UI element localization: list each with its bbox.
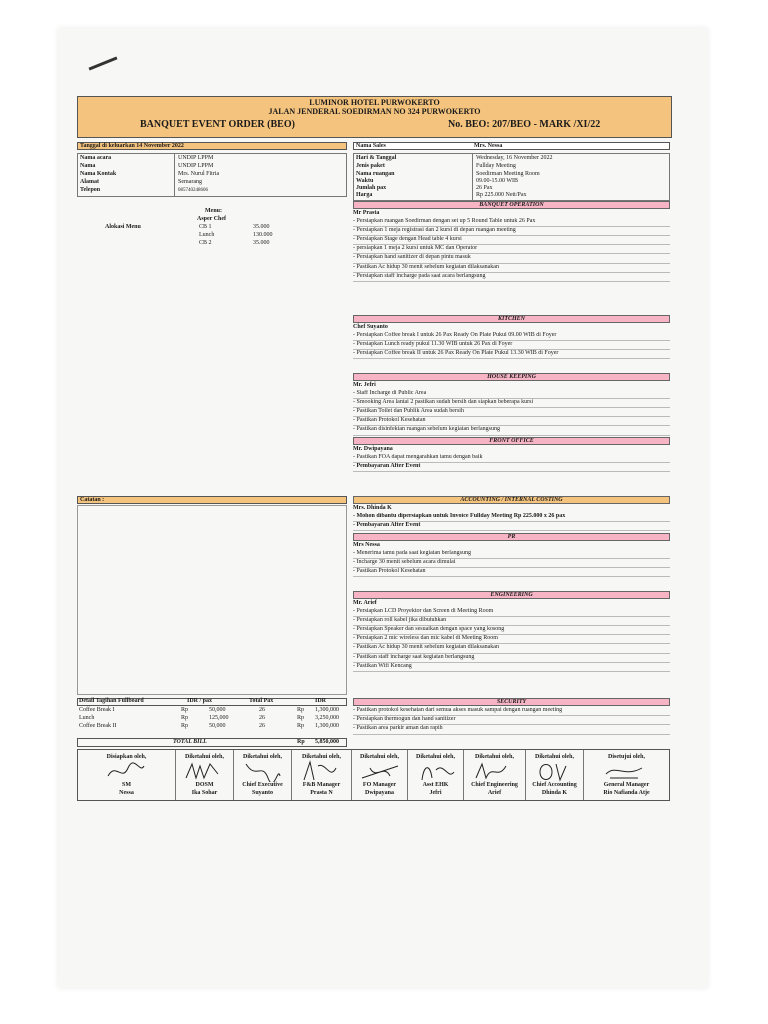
kitchen-line: - Persiapkan Coffee break I untuk 26 Pax Ready On Plate Pukul 09.00 WIB di Foyer — [353, 332, 670, 341]
doc-title: BANQUET EVENT ORDER (BEO) — [140, 119, 295, 130]
notes-bar — [77, 496, 347, 504]
menu-item: CB 2 — [199, 240, 212, 246]
frontoffice-header: FRONT OFFICE — [353, 437, 670, 445]
kitchen-person: Chef Suyanto — [353, 324, 388, 330]
client-label: Nama acara — [80, 155, 112, 161]
client-value: UNDIP LPPM — [178, 163, 214, 169]
security-section — [353, 707, 670, 735]
pr-line: - Menerima tamu pada saat kegiatan berlangsung — [353, 550, 670, 559]
issued-date: Tanggal di keluarkan 14 November 2022 — [80, 143, 184, 149]
menu-item: CB 1 — [199, 224, 212, 230]
security-line: - Persiapkan thermogun dan hand sanitizer — [353, 716, 670, 725]
kitchen-line: - Persiapkan Coffee break II untuk 26 Pax Ready On Plate Pukul 13.30 WIB di Foyer — [353, 350, 670, 359]
menu-price: 130.000 — [253, 232, 273, 238]
event-value: Fullday Meeting — [476, 163, 516, 169]
accounting-header: ACCOUNTING / INTERNAL COSTING — [353, 496, 670, 504]
signature-scrawl — [360, 760, 400, 782]
total-label: TOTAL BILL — [173, 739, 207, 745]
signature-block — [584, 750, 669, 800]
engineering-line: - Persiapkan roll kabel jika dibutuhkan — [353, 617, 670, 626]
banquet-line: - persiapkan 1 meja 2 kursi untuk MC dan Operator — [353, 245, 670, 254]
signature-name: Ika Sohar — [191, 790, 218, 796]
banquet-section — [353, 210, 670, 282]
security-line: - Pastikan protokol kesehatan dari semua akses masuk sampai dengan ruangan meeting — [353, 707, 670, 716]
signature-label: Disetujui oleh, — [607, 754, 645, 760]
frontoffice-section — [353, 446, 670, 472]
signature-name: Jefri — [429, 790, 442, 796]
signature-name: Rio Nafianda Atje — [603, 790, 650, 796]
engineering-section — [353, 600, 670, 672]
total-currency: Rp — [297, 739, 305, 745]
signature-scrawl — [184, 760, 224, 782]
frontoffice-person: Mr. Dwipayana — [353, 446, 393, 452]
accounting-person: Mrs. Dhinda K — [353, 505, 392, 511]
billing-currency: Rp — [297, 723, 305, 729]
client-label: Alamat — [80, 179, 99, 185]
menu-block — [77, 206, 347, 286]
signature-scrawl — [416, 760, 456, 782]
menu-heading: Menu: — [205, 208, 222, 214]
billing-pax: 26 — [259, 715, 265, 721]
kitchen-header: KITCHEN — [353, 315, 670, 323]
frontoffice-line: - Pastikan FOA dapat mengarahkan tamu dengan baik — [353, 454, 670, 463]
signature-scrawl — [300, 760, 340, 782]
event-value: Rp 225.000 Nett/Pax — [476, 192, 527, 198]
signature-name: Dwipayana — [364, 790, 394, 796]
hotel-address: JALAN JENDERAL SOEDIRMAN NO 324 PURWOKERTO — [268, 107, 481, 116]
billing-item: Lunch — [79, 715, 95, 721]
signature-role: DOSM — [195, 782, 214, 788]
banquet-header: BANQUET OPERATION — [353, 201, 670, 209]
pr-header: PR — [353, 533, 670, 541]
event-label: Nama ruangan — [356, 171, 395, 177]
banquet-line: - Pastikan Ac hidup 30 menit sebelum kegiatan dilaksanakan — [353, 264, 670, 273]
event-label: Waktu — [356, 178, 374, 184]
signature-role: Chief Engineering — [471, 782, 518, 788]
billing-header: Detail Tagihan Fullboard — [79, 698, 144, 704]
engineering-line: - Pastikan Ac hidup 30 menit sebelum kegiatan dilaksanakan — [353, 644, 670, 653]
housekeeping-line: - Staff Incharge di Public Area — [353, 390, 670, 399]
beo-form — [77, 96, 670, 801]
signature-role: Chief Executive — [242, 782, 283, 788]
housekeeping-line: - Smooking Area lantai 2 pastikan sudah bersih dan siapkan beberapa kursi — [353, 399, 670, 408]
accounting-line: - Pembayaran After Event — [353, 522, 670, 531]
banquet-line: - Persiapkan staff incharge pada saat acara berlangsung — [353, 273, 670, 282]
housekeeping-line: - Pastikan disinfektan ruangan sebelum kegiatan berlangsung — [353, 426, 670, 435]
signature-label: Diketahui oleh, — [474, 754, 514, 760]
billing-total: 3,250,000 — [315, 715, 339, 721]
event-value: Soedirman Meeting Room — [476, 171, 540, 177]
menu-chef: Asper Chef — [197, 216, 227, 222]
engineering-line: - Pastikan Wifi Kencang — [353, 663, 670, 672]
engineering-header: ENGINEERING — [353, 591, 670, 599]
signature-role: General Manager — [603, 782, 650, 788]
billing-currency: Rp — [181, 715, 189, 721]
notes-area — [77, 505, 347, 695]
billing-total: 1,300,000 — [315, 707, 339, 713]
frontoffice-line: - Pembayaran After Event — [353, 463, 670, 472]
banquet-line: - Persiapkan ruangan Soedirman dengan set up 5 Round Table untuk 26 Pax — [353, 218, 670, 227]
signature-label: Diketahui oleh, — [359, 754, 399, 760]
billing-price: 50,000 — [209, 723, 226, 729]
signature-row — [77, 749, 670, 801]
client-value: Semarang — [178, 179, 202, 185]
event-info — [353, 153, 670, 201]
event-label: Harga — [356, 192, 373, 198]
housekeeping-line: - Pastikan Protokol Kesehatan — [353, 417, 670, 426]
signature-name: Dhinda K — [541, 790, 568, 796]
sales-label: Nama Sales — [356, 143, 386, 149]
signature-scrawl — [472, 760, 512, 782]
kitchen-section — [353, 324, 670, 359]
billing-price: 125,000 — [209, 715, 229, 721]
beo-number: No. BEO: 207/BEO - MARK /XI/22 — [448, 119, 601, 130]
billing-pax: 26 — [259, 707, 265, 713]
event-value: 09.00-15.00 WIB — [476, 178, 519, 184]
signature-role: Chief Accounting — [532, 782, 577, 788]
billing-header: IDR / pax — [187, 698, 213, 704]
notes-label: Catatan : — [80, 497, 105, 503]
engineering-line: - Pastikan staff incharge saat kegiatan berlangsung — [353, 654, 670, 663]
event-label: Hari & Tanggal — [356, 155, 397, 161]
banquet-line: - Persiapkan Stage dengan Head table 4 kursi — [353, 236, 670, 245]
signature-block — [176, 750, 234, 800]
sales-bar — [353, 142, 670, 150]
billing-item: Coffee Break I — [79, 707, 115, 713]
signature-name: Prasta N — [310, 790, 333, 796]
client-label: Telepon — [80, 187, 101, 193]
billing-pax: 26 — [259, 723, 265, 729]
signature-label: Disiapkan oleh, — [106, 754, 147, 760]
issued-bar — [77, 142, 347, 150]
signature-block — [234, 750, 292, 800]
housekeeping-line: - Pastikan Toilet dan Publik Area sudah bersih — [353, 408, 670, 417]
menu-price: 35.000 — [253, 240, 270, 246]
event-label: Jenis paket — [356, 163, 385, 169]
signature-name: Suyanto — [251, 790, 273, 796]
banquet-line: - Persiapkan hand sanitizer di depan pintu masuk — [353, 254, 670, 263]
banquet-line: - Persiapkan 1 meja registrasi dan 2 kursi di depan ruangan meeting — [353, 227, 670, 236]
housekeeping-person: Mr. Jefri — [353, 382, 376, 388]
signature-role: F&B Manager — [302, 782, 341, 788]
signature-label: Diketahui oleh, — [301, 754, 341, 760]
signature-role: SM — [122, 782, 131, 788]
client-label: Nama — [80, 163, 96, 169]
signature-name: Arief — [487, 790, 502, 796]
menu-item: Lunch — [199, 232, 215, 238]
signature-scrawl — [106, 760, 146, 782]
signature-scrawl — [242, 760, 282, 782]
menu-price: 35.000 — [253, 224, 270, 230]
event-value: Wednesday, 16 November 2022 — [476, 155, 553, 161]
client-value: Mrs. Nurul Fitria — [178, 171, 220, 177]
signature-role: Asst EHK — [422, 782, 449, 788]
signature-scrawl — [604, 760, 644, 782]
signature-block — [464, 750, 526, 800]
housekeeping-header: HOUSE KEEPING — [353, 373, 670, 381]
kitchen-line: - Persiapkan Lunch ready pukul 11.30 WIB untuk 26 Pax di Foyer — [353, 341, 670, 350]
signature-name: Nessa — [119, 790, 134, 796]
signature-label: Diketahui oleh, — [184, 754, 224, 760]
signature-label: Diketahui oleh, — [242, 754, 282, 760]
accounting-line: - Mohon dibantu dipersiapkan untuk Invoice Fullday Meeting Rp 225.000 x 26 pax — [353, 513, 670, 522]
billing-currency: Rp — [181, 723, 189, 729]
billing-item: Coffee Break II — [79, 723, 117, 729]
signature-scrawl — [534, 760, 574, 782]
engineering-line: - Persiapkan 2 mic wireless dan mic kabel di Meeting Room — [353, 635, 670, 644]
billing-currency: Rp — [297, 707, 305, 713]
signature-block — [352, 750, 408, 800]
signature-label: Diketahui oleh, — [415, 754, 455, 760]
billing-price: 50,000 — [209, 707, 226, 713]
signature-block — [292, 750, 352, 800]
signature-label: Diketahui oleh, — [534, 754, 574, 760]
event-label: Jumlah pax — [356, 185, 387, 191]
accounting-section — [353, 505, 670, 531]
signature-block — [408, 750, 464, 800]
billing-total: 1,300,000 — [315, 723, 339, 729]
menu-label: Alokasi Menu — [105, 224, 141, 230]
title-block — [77, 96, 672, 138]
event-value: 26 Pax — [476, 185, 493, 191]
signature-role: FO Manager — [362, 782, 397, 788]
security-line: - Pastikan area parkir aman dan rapih — [353, 725, 670, 734]
client-label: Nama Kontak — [80, 171, 117, 177]
pr-person: Mrs Nessa — [353, 542, 380, 548]
engineering-line: - Persiapkan LCD Proyektor dan Screen di Meeting Room — [353, 608, 670, 617]
client-value: 085740248606 — [178, 188, 208, 193]
banquet-person: Mr Prasta — [353, 210, 380, 216]
housekeeping-section — [353, 382, 670, 436]
engineering-line: - Persiapkan Speaker dan sesuaikan dengan space yang kosong — [353, 626, 670, 635]
billing-header: Total Pax — [249, 698, 274, 704]
billing-currency: Rp — [297, 715, 305, 721]
client-value: UNDIP LPPM — [178, 155, 214, 161]
billing-currency: Rp — [181, 707, 189, 713]
hotel-name: LUMINOR HOTEL PURWOKERTO — [309, 98, 440, 107]
signature-block — [78, 750, 176, 800]
sales-value: Mrs. Nessa — [474, 143, 503, 149]
billing-table — [77, 698, 347, 748]
client-info — [77, 153, 347, 197]
security-header: SECURITY — [353, 698, 670, 706]
total-value: 5,850,000 — [315, 739, 339, 745]
signature-block — [526, 750, 584, 800]
engineering-person: Mr. Arief — [353, 600, 377, 606]
billing-header: IDR — [315, 698, 327, 704]
pr-section — [353, 542, 670, 577]
pr-line: - Incharge 30 menit sebelum acara dimulai — [353, 559, 670, 568]
pr-line: - Pastikan Protokol Kesehatan — [353, 568, 670, 577]
